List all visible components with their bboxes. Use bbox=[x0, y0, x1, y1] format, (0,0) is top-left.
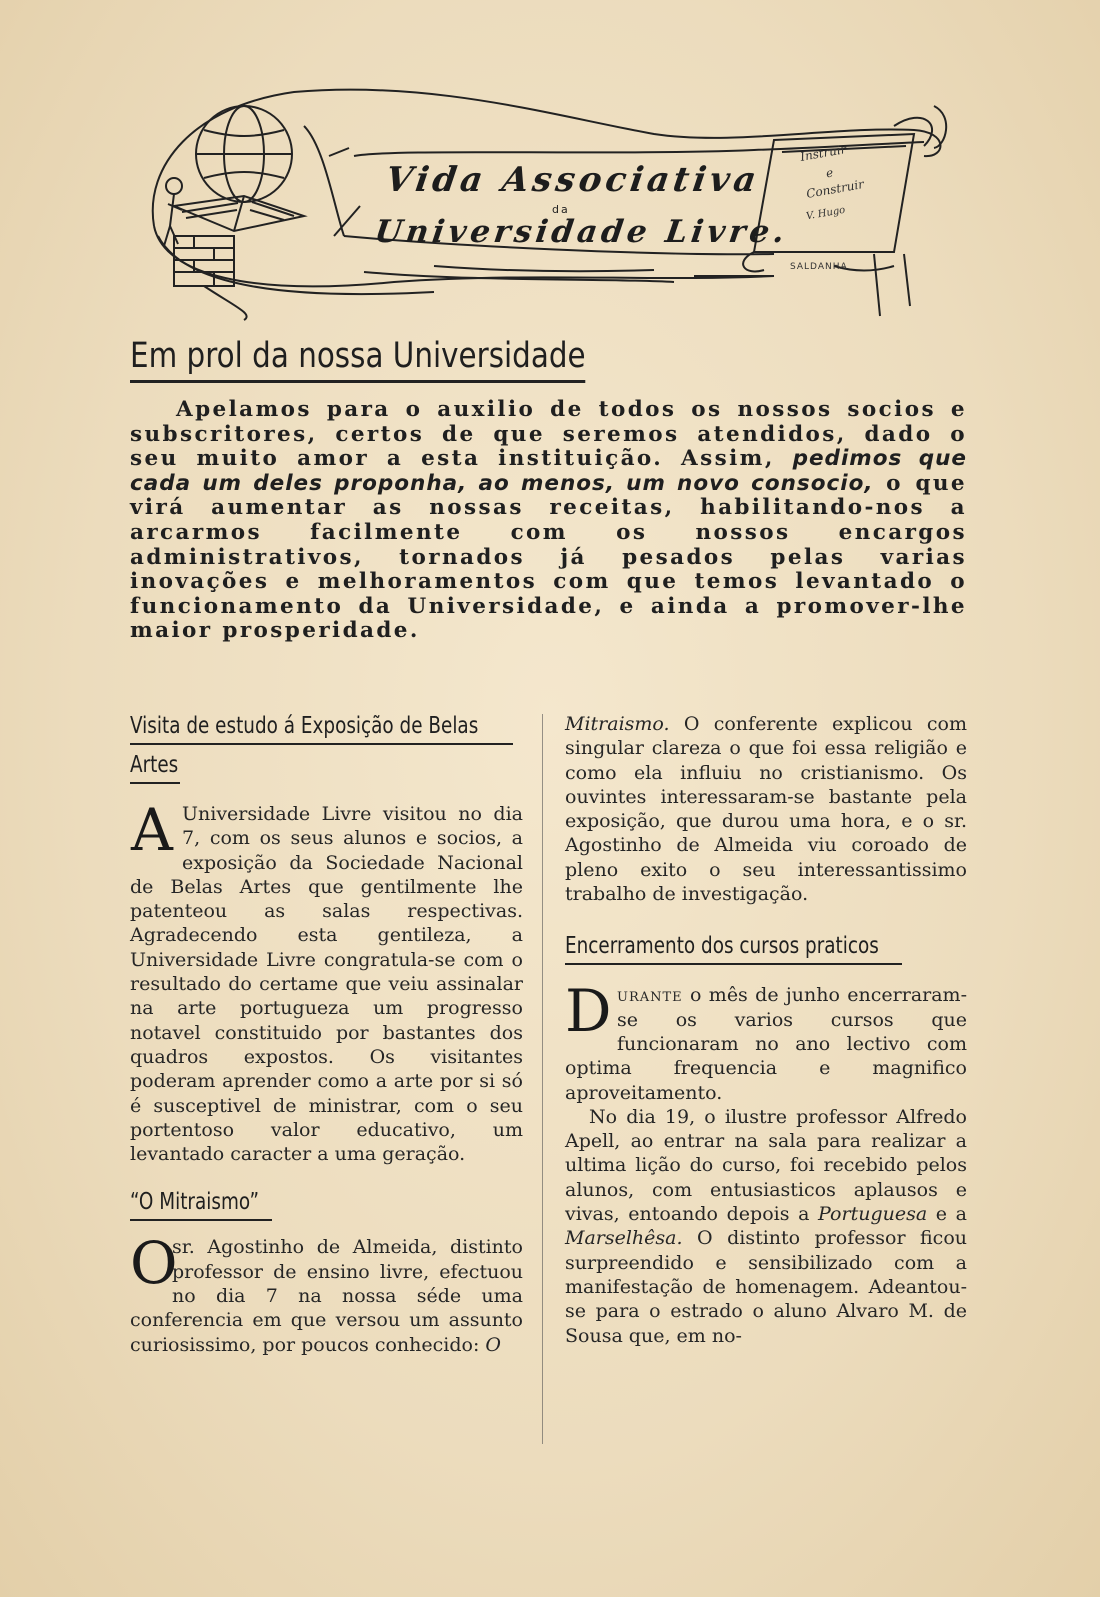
visita-heading-rule bbox=[130, 743, 513, 745]
scroll-text-2: e bbox=[824, 165, 835, 181]
visita-heading-line2: Artes bbox=[130, 752, 179, 778]
encerramento-dropcap: D bbox=[565, 977, 612, 1046]
encerramento-para2 bbox=[565, 1105, 967, 1348]
header-title-line1: Vida Associativa bbox=[383, 160, 763, 200]
scroll-text-4: V. Hugo bbox=[805, 204, 847, 223]
mitraismo-text: sr. Agostinho de Almeida, distinto professor de ensino livre, efectuou no dia 7 na nossa séde uma conferencia em que versou um assunto curiosissimo, por poucos conhecido: bbox=[130, 1236, 523, 1356]
appeal-paragraph bbox=[130, 398, 967, 644]
encerramento-para2-c: O distinto professor ficou surpreendido e sensibilizado com a manifestação de homenagem. Adeantou-se para o estrado o aluno Alvaro M. de Sousa que, em no- bbox=[565, 1227, 968, 1347]
mitraismo-continued-text: O conferente explicou com singular clareza o que foi essa religião e como ela influiu no cristianismo. Os ouvintes interessaram-se bastante pela exposição, que durou uma hora, e o sr. Agostinho de Almeida viu coroado de pleno exito o seu interessantissimo trabalho de investigação. bbox=[565, 713, 967, 906]
appeal-emphasis: pedimos que cada um deles proponha, ao menos, um novo consocio, bbox=[130, 446, 968, 496]
visita-heading bbox=[130, 712, 523, 784]
scroll-text-1: Instruir bbox=[799, 142, 848, 164]
visita-text: Universidade Livre visitou no dia 7, com os seus alunos e socios, a exposição da Sociedade Nacional de Belas Artes que gentilmente lhe patenteou as salas respectivas. Agradecendo esta gentileza, a Universidade Livre congratula-se com o resultado do certame que veiu assinalar na arte portugueza um progresso notavel constituido por bastantes dos quadros expostos. Os visitantes poderam aprender como a arte por si só é susceptivel de ministrar, com o seu portentoso valor educativo, um levantado caracter a uma geração. bbox=[130, 803, 523, 1166]
header-title-da: da bbox=[552, 203, 570, 216]
mitraismo-heading: “O Mitraismo” bbox=[130, 1189, 260, 1216]
main-heading: Em prol da nossa Universidade bbox=[130, 336, 586, 383]
encerramento-para2-marselhesa: Marselhêsa. bbox=[565, 1227, 683, 1250]
mitraismo-continued-italic: Mitraismo. bbox=[565, 713, 670, 735]
appeal-text-1: Apelamos para o auxilio de todos os nossos socios e subscritores, certos de que seremos atendidos, dado o seu muito amor a esta instituição. Assim, bbox=[130, 397, 967, 472]
encerramento-text: o mês de junho encerraram-se os varios cursos que funcionaram no ano lectivo com optima frequencia e magnifico aproveitamento. bbox=[565, 984, 967, 1104]
mitraismo-continued bbox=[565, 712, 967, 906]
visita-heading-line1: Visita de estudo á Exposição de Belas bbox=[130, 713, 479, 739]
column-divider bbox=[542, 714, 543, 1444]
visita-body bbox=[130, 796, 523, 1166]
visita-dropcap: A bbox=[131, 796, 173, 864]
left-column bbox=[130, 712, 523, 1357]
header-title-line2: Universidade Livre. bbox=[372, 214, 791, 250]
encerramento-heading: Encerramento dos cursos praticos bbox=[565, 933, 879, 960]
encerramento-para1 bbox=[565, 977, 967, 1104]
mitraismo-italic-tail: O bbox=[485, 1333, 501, 1356]
appeal-text-2: o que virá aumentar as nossas receitas, habilitando-nos a arcarmos facilmente com os nossos encargos administrativos, tornados já pesados pelas varias inovações e melhoramentos com que temos levantado o funcionamento da Universidade, e ainda a promover-lhe maior prosperidade. bbox=[130, 470, 968, 644]
illustrator-signature: SALDANHA bbox=[790, 262, 848, 272]
encerramento-para2-portuguesa: Portuguesa bbox=[818, 1203, 928, 1226]
mitraismo-body bbox=[130, 1229, 523, 1356]
right-column bbox=[565, 712, 967, 1348]
mitraismo-dropcap: O bbox=[130, 1229, 178, 1298]
scroll-text-3: Construir bbox=[805, 177, 865, 201]
encerramento-smallcaps: urante bbox=[617, 984, 683, 1007]
encerramento-para2-b: e a bbox=[935, 1203, 967, 1226]
encerramento-para2-a: No dia 19, o ilustre professor Alfredo Apell, ao entrar na sala para realizar a ultima lição do curso, foi recebido pelos alunos, com entusiasticos aplausos e vivas, entoando depois a bbox=[565, 1105, 967, 1226]
